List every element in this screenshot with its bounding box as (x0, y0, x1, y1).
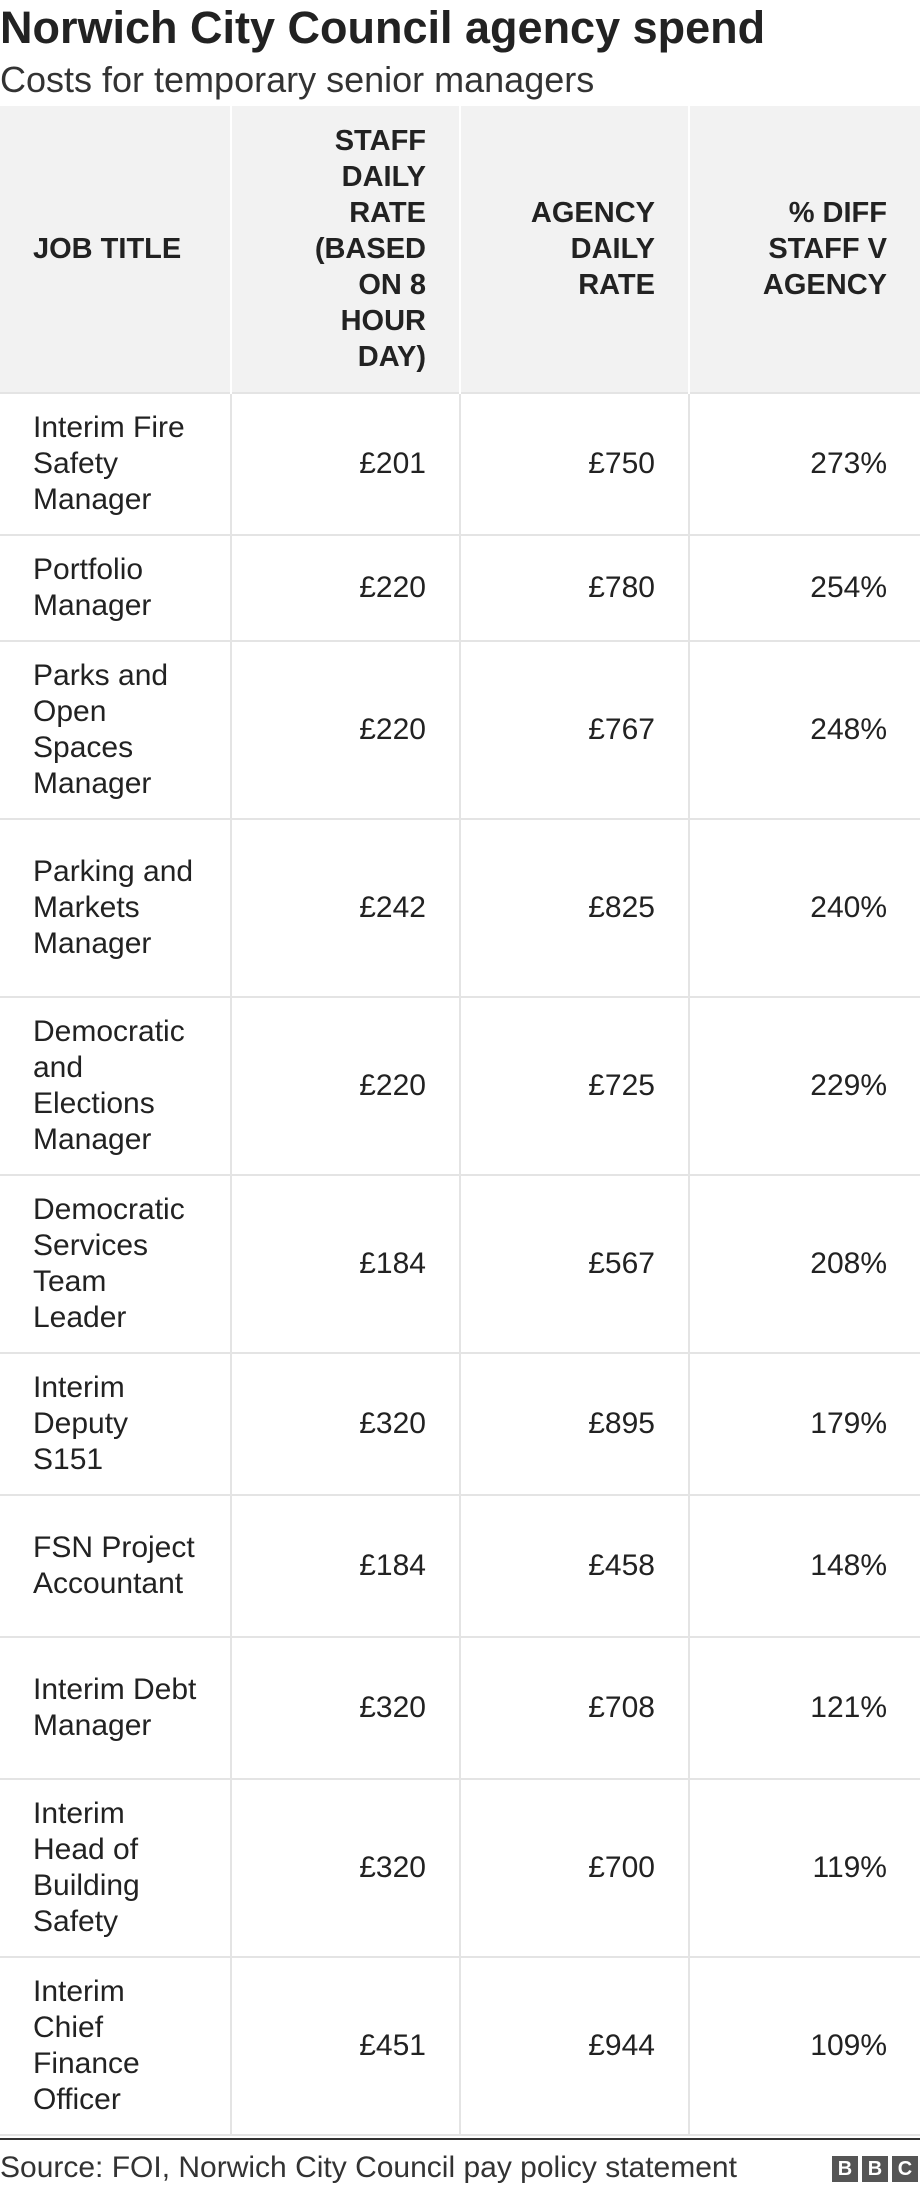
cell-job-title: FSN Project Accountant (0, 1495, 231, 1637)
cell-job-title: Parking and Markets Manager (0, 819, 231, 997)
cell-staff-rate: £220 (231, 535, 460, 641)
cell-staff-rate: £201 (231, 393, 460, 535)
table-row (0, 1779, 920, 1957)
cell-job-title: Democratic Services Team Leader (0, 1175, 231, 1353)
table-row (0, 1175, 920, 1353)
cell-staff-rate: £184 (231, 1175, 460, 1353)
cell-percent-diff: 229% (689, 997, 920, 1175)
cell-job-title: Portfolio Manager (0, 535, 231, 641)
cell-agency-rate: £458 (460, 1495, 689, 1637)
table-row (0, 393, 920, 535)
table-row (0, 1637, 920, 1779)
cell-staff-rate: £184 (231, 1495, 460, 1637)
header-percent-diff: % DIFF STAFF V AGENCY (689, 106, 920, 393)
cell-agency-rate: £750 (460, 393, 689, 535)
cell-percent-diff: 208% (689, 1175, 920, 1353)
cell-agency-rate: £767 (460, 641, 689, 819)
table-row (0, 1495, 920, 1637)
cell-staff-rate: £320 (231, 1353, 460, 1495)
cell-job-title: Interim Deputy S151 (0, 1353, 231, 1495)
cell-agency-rate: £700 (460, 1779, 689, 1957)
chart-subtitle: Costs for temporary senior managers (0, 59, 595, 100)
cell-job-title: Parks and Open Spaces Manager (0, 641, 231, 819)
cell-job-title: Democratic and Elections Manager (0, 997, 231, 1175)
header-staff-daily-rate: STAFF DAILY RATE (BASED ON 8 HOUR DAY) (231, 106, 460, 393)
cell-percent-diff: 248% (689, 641, 920, 819)
cell-percent-diff: 121% (689, 1637, 920, 1779)
header-agency-daily-rate: AGENCY DAILY RATE (460, 106, 689, 393)
cell-staff-rate: £320 (231, 1637, 460, 1779)
cell-staff-rate: £220 (231, 641, 460, 819)
cell-agency-rate: £780 (460, 535, 689, 641)
cell-job-title: Interim Chief Finance Officer (0, 1957, 231, 2135)
cell-percent-diff: 254% (689, 535, 920, 641)
cell-agency-rate: £567 (460, 1175, 689, 1353)
cell-job-title: Interim Head of Building Safety (0, 1779, 231, 1957)
bbc-logo (832, 2156, 918, 2182)
cell-percent-diff: 109% (689, 1957, 920, 2135)
table-row (0, 1957, 920, 2135)
header-job-title: JOB TITLE (33, 233, 182, 265)
table-row (0, 535, 920, 641)
table-row (0, 997, 920, 1175)
cell-job-title: Interim Debt Manager (0, 1637, 231, 1779)
table-row (0, 641, 920, 819)
table-row (0, 819, 920, 997)
table-header-row (0, 106, 920, 393)
cell-agency-rate: £708 (460, 1637, 689, 1779)
logo-letter: B (862, 2156, 888, 2182)
cell-agency-rate: £895 (460, 1353, 689, 1495)
cell-percent-diff: 273% (689, 393, 920, 535)
footer-divider (0, 2138, 920, 2140)
table-row (0, 1353, 920, 1495)
data-table (0, 106, 920, 2136)
cell-staff-rate: £242 (231, 819, 460, 997)
cell-job-title: Interim Fire Safety Manager (0, 393, 231, 535)
logo-letter: B (832, 2156, 858, 2182)
cell-percent-diff: 148% (689, 1495, 920, 1637)
cell-staff-rate: £320 (231, 1779, 460, 1957)
cell-agency-rate: £944 (460, 1957, 689, 2135)
source-note: Source: FOI, Norwich City Council pay policy statement (0, 2151, 737, 2184)
cell-percent-diff: 240% (689, 819, 920, 997)
chart-title: Norwich City Council agency spend (0, 2, 766, 53)
cell-staff-rate: £220 (231, 997, 460, 1175)
cell-percent-diff: 119% (689, 1779, 920, 1957)
logo-letter: C (892, 2156, 918, 2182)
cell-agency-rate: £725 (460, 997, 689, 1175)
cell-staff-rate: £451 (231, 1957, 460, 2135)
cell-percent-diff: 179% (689, 1353, 920, 1495)
cell-agency-rate: £825 (460, 819, 689, 997)
